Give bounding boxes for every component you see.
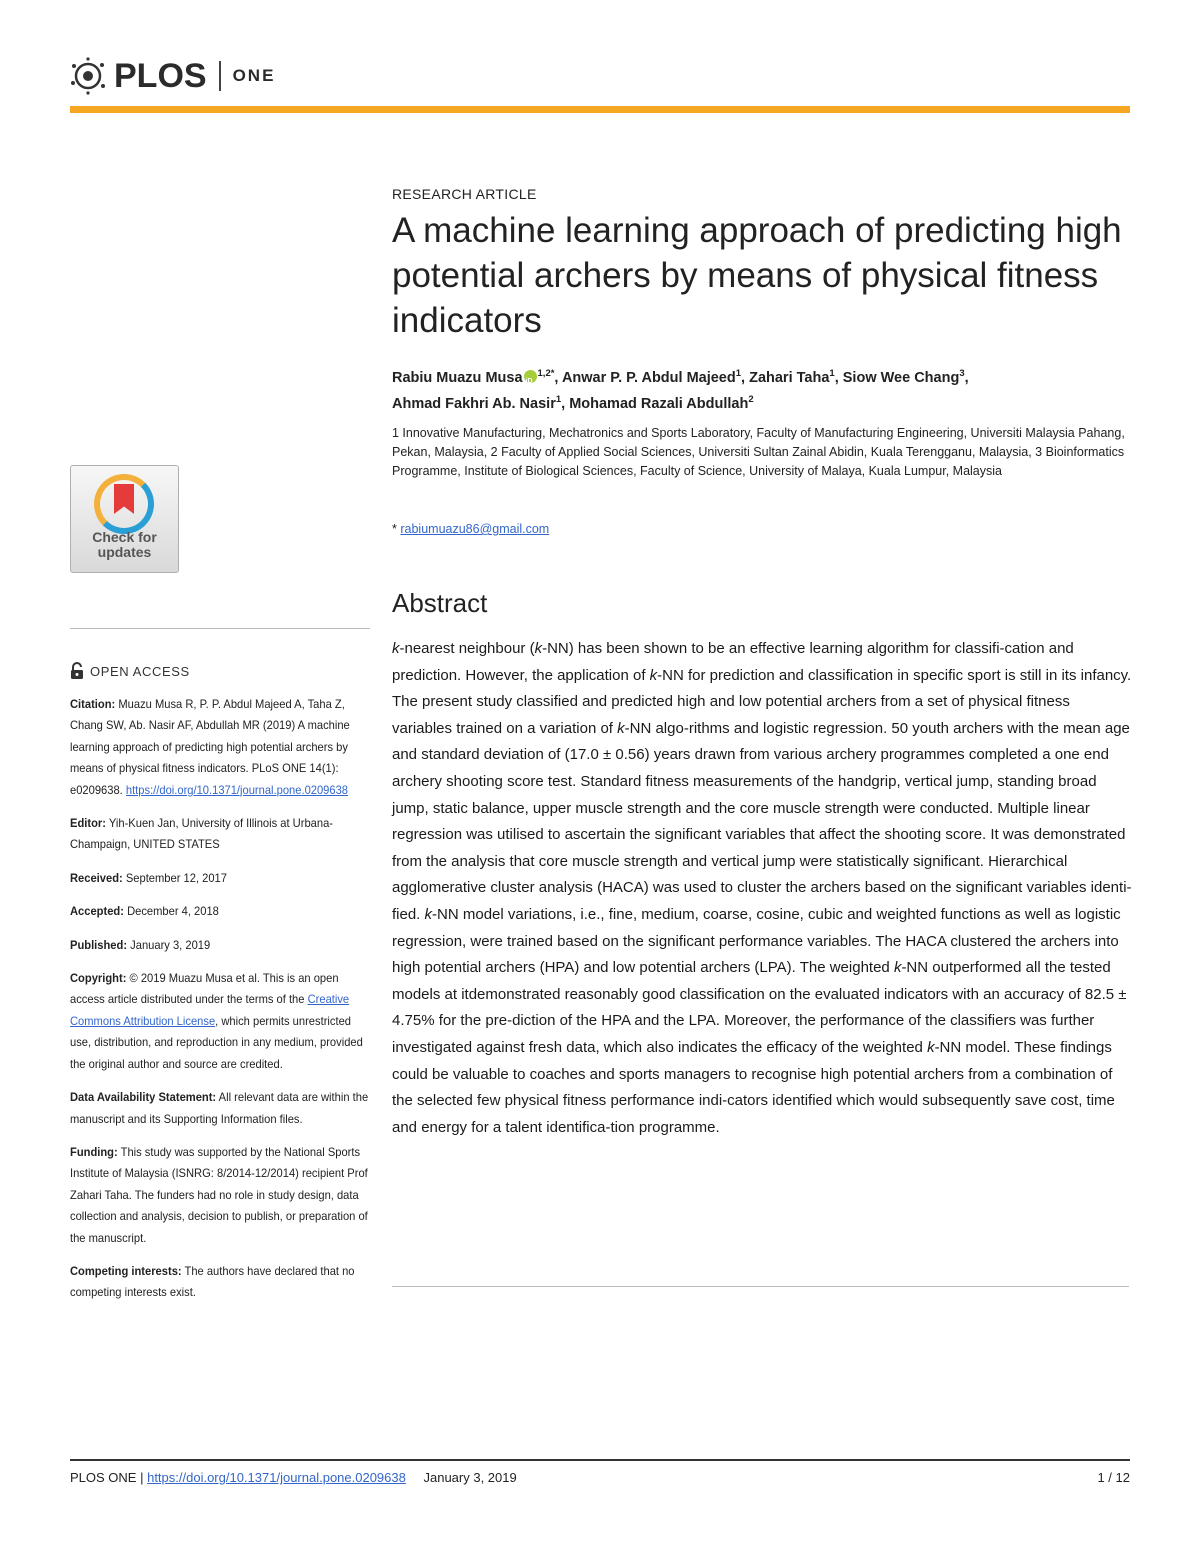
sidebar-divider: [70, 628, 370, 629]
footer-date: January 3, 2019: [423, 1470, 517, 1485]
competing-interests-block: [70, 1261, 369, 1304]
funding-text: This study was supported by the National Sports Institute of Malaysia (ISNRG: 8/2014-12/2014) recipient Prof Zahari Taha. The funders had no role in study design, data collection and analysis, decision to publish, or preparation of the manuscript.: [70, 1144, 368, 1245]
open-lock-icon: [70, 662, 84, 680]
author-name: Ahmad Fakhri Ab. Nasir: [392, 395, 556, 412]
corresponding-email-link[interactable]: rabiumuazu86@gmail.com: [400, 522, 550, 536]
editor-text: Yih-Kuen Jan, University of Illinois at Urbana-Champaign, UNITED STATES: [70, 816, 334, 852]
plos-logo-icon: [68, 56, 108, 96]
editor-label: Editor:: [70, 816, 106, 831]
abstract-heading: Abstract: [392, 588, 488, 618]
footer-journal: PLOS ONE |: [70, 1470, 144, 1485]
logo-one-text: ONE: [232, 66, 276, 85]
italic-k: k: [893, 959, 902, 977]
italic-k: k: [534, 640, 543, 657]
main-divider: [392, 1286, 1129, 1287]
italic-k: k: [927, 1038, 935, 1056]
badge-label: Check for updates: [92, 529, 157, 560]
author-name: Zahari Taha: [749, 369, 830, 386]
copyright-label: Copyright:: [70, 971, 127, 986]
citation-doi-link[interactable]: https://doi.org/10.1371/journal.pone.0209638: [125, 782, 349, 797]
accepted-label: Accepted:: [70, 904, 124, 919]
open-access-text: OPEN ACCESS: [90, 663, 190, 679]
received-block: [70, 868, 369, 889]
published-label: Published:: [70, 937, 128, 952]
editor-block: [70, 813, 369, 856]
published-date: January 3, 2019: [130, 937, 211, 952]
copyright-text: © 2019 Muazu Musa et al. This is an open access article distributed under the terms of the: [70, 971, 339, 1007]
abstract-body: k-nearest neighbour (k-NN) has been shown to be an effective learning algorithm for classifi-cation and prediction. However, the application of k-NN for prediction and classification in specific sport is still in its infancy. The present study classified and predicted high and low potential archers from a set of physical fitness variables trained on a variation of k-NN algo-rithms and logistic regression. 50 youth archers with the mean age and standard deviation of (17.0 ± 0.56) years drawn from various archery programmes completed a one end archery shooting score test. Standard fitness measurements of the handgrip, vertical jump, standing broad jump, static balance, upper muscle strength and the core muscle strength were conducted. Multiple linear regression was utilised to ascertain the significant variables that affect the shooting score. It was demonstrated from the analysis that core muscle strength and vertical jump were statistically significant. Hierarchical agglomerative cluster analysis (HACA) was used to cluster the archers based on the significant variables identi-fied. k-NN model variations, i.e., fine, medium, coarse, cosine, cubic and weighted functions as well as logistic regression, were trained based on the significant performance variables. The HACA clustered the archers into high potential archers (HPA) and low potential archers (LPA). The weighted k-NN outperformed all the tested models at itdemonstrated reasonably good classification on the evaluated indicators with an accuracy of 82.5 ± 4.75% for the pre-diction of the HPA and the LPA. Moreover, the performance of the classifiers was further investigated against fresh data, which also indicates the efficacy of the weighted k-NN model. These findings could be valuable to coaches and sports managers to recognise high potential archers from a combination of the selected few physical fitness performance indi-cators identified which would subsequently save cost, time and energy for a talent identifica-tion programme.: [392, 640, 1132, 1136]
orcid-icon[interactable]: [524, 370, 537, 383]
footer-doi-link[interactable]: https://doi.org/10.1371/journal.pone.0209638: [147, 1470, 406, 1485]
corresponding-email-line: [392, 522, 549, 536]
author-list: Rabiu Muazu MusaiD $^{1,2*}$, Anwar P. P. Abdul Majeed$^1$, Zahari Taha$^1$, Siow Wee Chang$^3$, Ahmad Fakhri Ab. Nasir$^1$, Mohamad Razali Abdullah$^2$: [392, 363, 1132, 415]
author-affiliation-sup: 2: [748, 393, 754, 405]
article-title: A machine learning approach of predicting high potential archers by means of physical fitness indicators: [392, 211, 1122, 340]
page-number: 1 / 12: [1097, 1470, 1130, 1485]
italic-k: k: [424, 905, 433, 923]
author-affiliation-sup: 1: [555, 393, 562, 405]
corresponding-marker: *: [392, 522, 397, 536]
italic-k: k: [392, 640, 400, 657]
italic-k: k: [617, 719, 625, 737]
italic-k: k: [649, 666, 658, 684]
check-for-updates-badge[interactable]: [70, 465, 179, 573]
citation-label: Citation:: [70, 697, 116, 711]
article-type-label: RESEARCH ARTICLE: [392, 186, 537, 202]
open-access-label: [70, 662, 190, 680]
author-name: Mohamad Razali Abdullah: [569, 395, 749, 412]
header-accent-bar: [70, 106, 1130, 113]
logo-plos-text: PLOS: [114, 56, 207, 95]
accepted-date: December 4, 2018: [127, 904, 219, 919]
data-availability-label: Data Availability Statement:: [70, 1090, 217, 1105]
received-label: Received:: [70, 870, 123, 885]
footer: [70, 1470, 517, 1485]
citation-text: Muazu Musa R, P. P. Abdul Majeed A, Taha Z, Chang SW, Ab. Nasir AF, Abdullah MR (2019) A machine learning approach of predicting high potential archers by means of physical fitness indicators. PLoS ONE 14(1): e0209638.: [70, 697, 350, 797]
author-affiliation-sup: 1,2*: [537, 368, 555, 379]
competing-interests-label: Competing interests:: [70, 1263, 182, 1278]
accepted-block: [70, 901, 369, 922]
published-block: [70, 935, 369, 956]
funding-block: [70, 1142, 369, 1249]
competing-interests-text: The authors have declared that no competing interests exist.: [70, 1263, 355, 1300]
plos-one-logo: [68, 56, 275, 96]
copyright-text-end: , which permits unrestricted use, distribution, and reproduction in any medium, provided the original author and source are credited.: [70, 1013, 363, 1071]
footer-divider: [70, 1459, 1130, 1461]
citation-block: [70, 694, 369, 801]
author-name: Anwar P. P. Abdul Majeed: [561, 369, 736, 386]
funding-label: Funding:: [70, 1144, 118, 1159]
license-link[interactable]: Creative Commons Attribution License: [70, 992, 350, 1028]
author-affiliation-sup: 1: [735, 368, 742, 379]
author-affiliation-sup: 3: [959, 368, 965, 379]
affiliations: 1 Innovative Manufacturing, Mechatronics and Sports Laboratory, Faculty of Manufacturing Engineering, Universiti Malaysia Pahang, Pekan, Malaysia, 2 Faculty of Applied Social Sciences, Universiti Sultan Zainal Abidin, Kuala Terengganu, Malaysia, 3 Bioinformatics Programme, Institute of Biological Sciences, Faculty of Science, University of Malaya, Kuala Lumpur, Malaysia: [392, 426, 1125, 478]
copyright-block: [70, 968, 369, 1075]
sidebar-metadata: [70, 694, 369, 1316]
received-date: September 12, 2017: [125, 870, 227, 885]
data-availability-text: All relevant data are within the manuscript and its Supporting Information files.: [70, 1090, 369, 1126]
author-affiliation-sup: 1: [829, 368, 835, 379]
author-name: Siow Wee Chang: [842, 369, 960, 386]
author-name: Rabiu Muazu Musa: [392, 369, 523, 386]
logo-separator: [219, 61, 221, 91]
data-availability-block: [70, 1087, 369, 1130]
